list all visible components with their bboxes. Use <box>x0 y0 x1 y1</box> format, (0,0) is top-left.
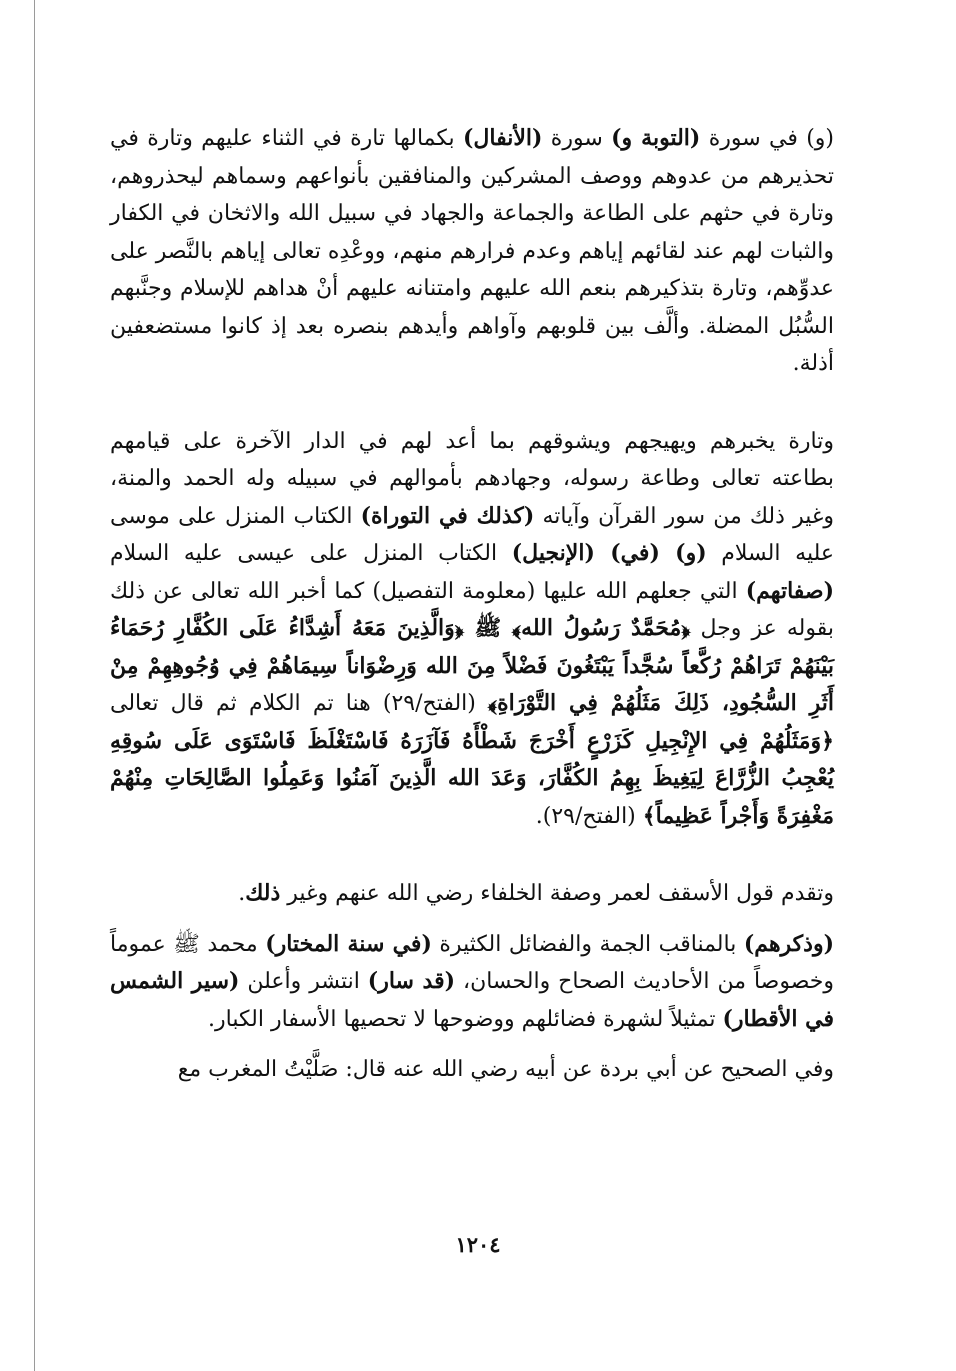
bold-text-segment: (صفاتهم) <box>745 577 834 604</box>
text-segment: انتشر وأعلن <box>239 969 368 994</box>
text-segment: وتقدم قول الأسقف لعمر وصفة الخلفاء رضي الله عنهم وغير <box>280 881 834 906</box>
paragraph-1 <box>110 120 834 383</box>
text-segment: (و) في سورة <box>700 126 835 151</box>
paragraph-5 <box>110 1051 834 1089</box>
text-segment: الكتاب المنزل على عيسى عليه السلام <box>110 541 512 566</box>
text-segment: وفي الصحيح عن أبي بردة عن أبيه رضي الله عنه قال: صَلَّيْتُ المغرب مع <box>177 1057 834 1082</box>
bold-text-segment: (و) (في) (الإنجيل) <box>511 540 707 566</box>
paragraph-3 <box>110 875 834 913</box>
text-segment: . <box>238 881 246 906</box>
bold-text-segment: (كذلك في التوراة) <box>360 502 535 529</box>
bold-text-segment: (وذكرهم) <box>743 930 834 957</box>
text-segment: محمد ﷺ عموماً وخصوصاً من الأحاديث الصحاح والحسان، <box>110 931 834 994</box>
bold-text-segment: (قد سار) <box>367 968 456 994</box>
text-segment: (الفتح/٢٩). <box>535 803 643 829</box>
bold-text-segment: (في سنة المختار) <box>265 930 432 957</box>
text-segment: التي جعلهم الله عليها (معلومة التفصيل) كما أخبر الله تعالى عن ذلك بقوله عز وجل <box>110 578 834 641</box>
text-segment: (الفتح/٢٩) هنا تم الكلام ثم قال تعالى <box>110 691 489 716</box>
bold-text-segment: ﴿وَمَثَلُهُمْ فِي الإِنْجِيلِ كَزَرْعٍ أَخْرَجَ شَطْأَهُ فَآزَرَهُ فَاسْتَغْلَظَ فَاسْتَوَى عَلَى سُوقِهِ يُعْجِبُ الزُّرَّاعَ لِيَغِيظَ بِهِمُ الكُفَّارَ، وَعَدَ الله الَّذِينَ آمَنُوا وَعَمِلُوا الصَّالِحَاتِ مِنْهُمْ مَغْفِرَةً وَأَجْراً عَظِيماً﴾ <box>110 727 834 829</box>
text-segment: بالمناقب الجمة والفضائل الكثيرة <box>431 931 744 957</box>
text-segment: سورة <box>542 126 612 151</box>
bold-text-segment: (التوبة و) <box>611 125 701 151</box>
text-segment: بكمالها تارة في الثناء عليهم وتارة في تحذيرهم من عدوهم ووصف المشركين والمنافقين بأنواعهم وسماهم ليحذروهم، وتارة في حثهم على الطاعة والجماعة والجهاد في سبيل الله والاثخان في الكفار والثبات لهم عند لقائهم إياهم وعدم فرارهم منهم، ووعْدِه تعالى إياهم بالنَّصر على عدوِّهم، وتارة بتذكيرهم بنعم الله عليهم وامتنانه عليهم أنْ هداهم للإسلام وجنَّبهم السُّبُل المضلة. وألَّف بين قلوبهم وآواهم وأيدهم بنصره بعد إذ كانوا مستضعفين أذلة. <box>110 126 834 376</box>
text-segment: وتارة يخبرهم ويهيجهم ويشوقهم بما أعد لهم في الدار الآخرة على قيامهم بطاعته تعالى وطاعة رسوله، وجهادهم بأموالهم في سبيله وله الحمد والمنة، وغير ذلك من سور القرآن وآياته <box>110 428 834 529</box>
bold-text-segment: (الأنفال) <box>463 125 543 151</box>
bold-text-segment: (سير الشمس في الأقطار) <box>110 968 834 1032</box>
page-number: ١٢٠٤ <box>455 1232 501 1257</box>
page-body <box>110 120 834 1089</box>
text-segment: تمثيلاً لشهرة فضائلهم ووضوحها لا تحصيها الأسفار الكبار. <box>208 1006 723 1032</box>
paragraph-4 <box>110 926 834 1039</box>
paragraph-2 <box>110 423 834 836</box>
text-segment: الكتاب المنزل على موسى عليه السلام <box>110 503 834 566</box>
margin-rule <box>34 0 35 1371</box>
bold-text-segment: ﴿مُحَمَّدٌ رَسُولُ الله﴾ ﷺ ﴿وَالَّذِينَ مَعَهُ أَشِدَّاءُ عَلَى الكُفَّارِ رُحَمَاءُ بَيْنَهُمْ تَرَاهُمْ رُكَّعاً سُجَّداً يَبْتَغُونَ فَضْلاً مِنَ الله وَرِضْوَاناً سِيمَاهُمْ فِي وُجُوهِهِمْ مِنْ أَثَرِ السُّجُودِ، ذَلِكَ مَثَلُهُمْ فِي التَّوْرَاةِ﴾ <box>110 615 834 716</box>
bold-text-segment: ذلك <box>245 880 281 906</box>
